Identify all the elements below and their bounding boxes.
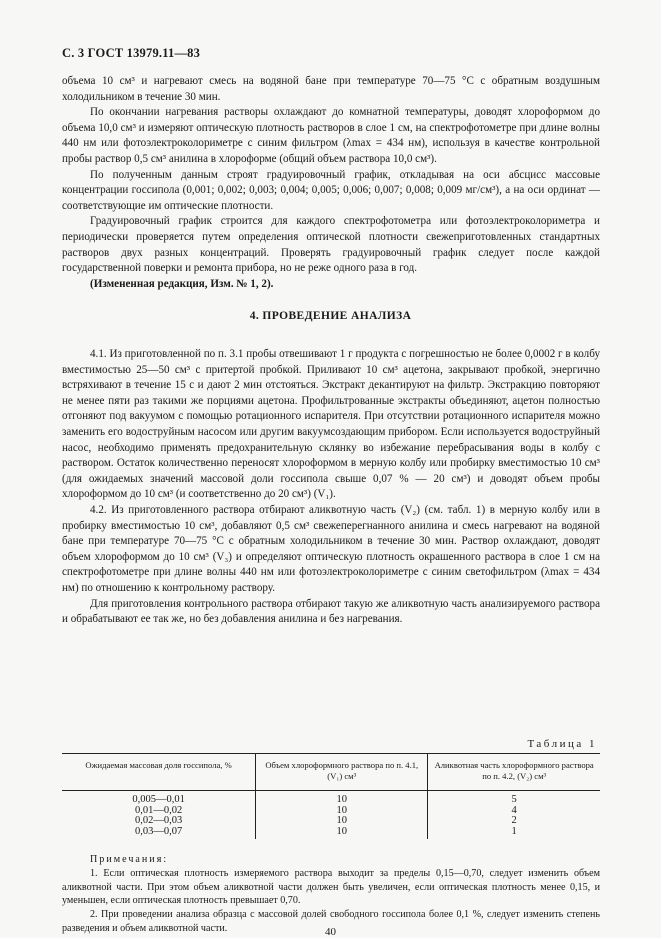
paragraph-4-2: 4.2. Из приготовленного раствора отбирают аликвотную часть (V₂) (см. табл. 1) в мерную колбу или в пробирку вместимостью 10 см³, добавляют 0,5 см³ свежеперегнанного анилина и смесь нагревают на водяной бане при температуре 70—75 °С с обратным холодильником в течение 30 мин. Раствор охлаждают, доводят объем хлороформом до 10 см³ (V₃) и определяют оптическую плотность окрашенного раствора в слое 1 см на спектрофотометре при длине волны 440 нм или фотоэлектроколориметре с синим светофильтром (λmax = 434 нм) по отношению к контрольному раствору. — [62, 503, 600, 594]
notes-block — [62, 853, 600, 936]
analysis-text-block — [62, 347, 600, 628]
table-cell: 5 — [428, 791, 600, 806]
table-cell: 1 — [428, 827, 600, 840]
table-cell: 0,01—0,02 — [134, 804, 183, 816]
table-1 — [62, 753, 600, 839]
table-row — [62, 827, 600, 840]
table-cell: 4 — [428, 806, 600, 817]
table-cell: 10 — [256, 816, 428, 827]
page-header: С. 3 ГОСТ 13979.11—83 — [62, 46, 201, 60]
table-cell: 0,02—0,03 — [134, 815, 183, 826]
table-cell: 10 — [256, 827, 428, 840]
table-cell: 2 — [428, 816, 600, 827]
paragraph-cooling: По окончании нагревания растворы охлаждают до комнатной температуры, доводят хлороформом до объема 10,0 см³ и измеряют оптическую плотность растворов в слое 1 см, на спектрофотометре при длине волны 440 нм или фотоэлектроколориметре с синим фильтром (λmax = 434 нм), используя в качестве контрольной пробы раствор 0,5 см³ анилина в хлороформе (общий объем раствора 10,0 см³). — [62, 106, 600, 165]
table-row — [62, 816, 600, 827]
table-header-row — [62, 754, 600, 791]
note-item: 2. При проведении анализа образца с массовой долей свободного госсипола более 0,1 %, следует изменить степень разведения и объем аликвотной части. — [62, 909, 600, 934]
paragraph-4-1: 4.1. Из приготовленной по п. 3.1 пробы отвешивают 1 г продукта с погрешностью не более 0,0002 г в колбу вместимостью 25—50 см³ с притертой пробкой. Приливают 10 см³ ацетона, закрывают пробкой, энергично встряхивают в течение 15 с и дают 2 мин отстояться. Экстракт декантируют на фильтр. Экстракцию повторяют не менее пяти раз такими же порциями ацетона. Профильтрованные экстракты объединяют, ацетон полностью отгоняют под вакуумом с помощью ротационного испарителя. При отсутствии ротационного испарителя можно заменить его водоструйным насосом или другим вакуумсоздающим прибором. Если используется водоструйный насос, необходимо применять предохранительную склянку во избежание перебрасывания воды в колбу с раствором. Остаток количественно переносят хлороформом в мерную колбу или пробирку вместимостью 10 см³ (для ожидаемых значений массовой доли госсипола свыше 0,07 % — 20 см³) и доводят объем пробы хлороформом до 10 см³ (и соответственно до 20 см³) (V₁). — [62, 348, 600, 501]
intro-text-block — [62, 74, 600, 292]
note-item: 1. Если оптическая плотность измеряемого раствора выходит за пределы 0,15—0,70, следует изменить объем аликвотной части. При этом объем аликвотной части должен быть увеличен, если оптическая плотность менее 0,15, и уменьшен, если оптическая плотность превышает 0,70. — [62, 867, 600, 907]
table-caption: Таблица 1 — [527, 738, 597, 750]
table-header-volume: Объем хлороформного раствора по п. 4.1, (V₁) см³ — [256, 754, 428, 791]
page-number: 40 — [325, 926, 336, 938]
table-header-mass-fraction: Ожидаемая массовая доля госсипола, % — [62, 754, 256, 791]
table-row — [62, 791, 600, 806]
paragraph-continuation: объема 10 см³ и нагревают смесь на водяной бане при температуре 70—75 °С с обратным воздушным холодильником в течение 30 мин. — [62, 75, 600, 103]
section-title: 4. ПРОВЕДЕНИЕ АНАЛИЗА — [249, 310, 412, 322]
paragraph-control-solution: Для приготовления контрольного раствора отбирают такую же аликвотную часть анализируемого раствора и обрабатывают ее так же, но без добавления анилина и без нагревания. — [62, 597, 600, 626]
table-header-aliquot: Аликвотная часть хлороформного раствора по п. 4.2, (V₂) см³ — [428, 754, 600, 791]
amendment-note: (Измененная редакция, Изм. № 1, 2). — [90, 277, 274, 290]
table-cell: 0,03—0,07 — [134, 825, 183, 837]
table-cell: 10 — [256, 806, 428, 817]
paragraph-calibration-check: Градуировочный график строится для каждого спектрофотометра или фотоэлектроколориметра и периодически проверяется путем определения оптической плотности свежеприготовленных стандартных растворов двух разных концентраций. Проверять градуировочный график следует после каждой государственной поверки и ремонта прибора, но не реже одного раза в год. — [62, 215, 600, 275]
table-cell: 10 — [256, 791, 428, 806]
paragraph-calibration-graph: По полученным данным строят градуировочный график, откладывая на оси абсцисс массовые концентрации госсипола (0,001; 0,002; 0,003; 0,004; 0,005; 0,006; 0,007; 0,008; 0,009 мг/см³), а на оси ординат — соответствующие им оптические плотности. — [62, 168, 600, 212]
notes-title: Примечания: — [90, 854, 169, 865]
table-cell: 0,005—0,01 — [132, 794, 185, 805]
